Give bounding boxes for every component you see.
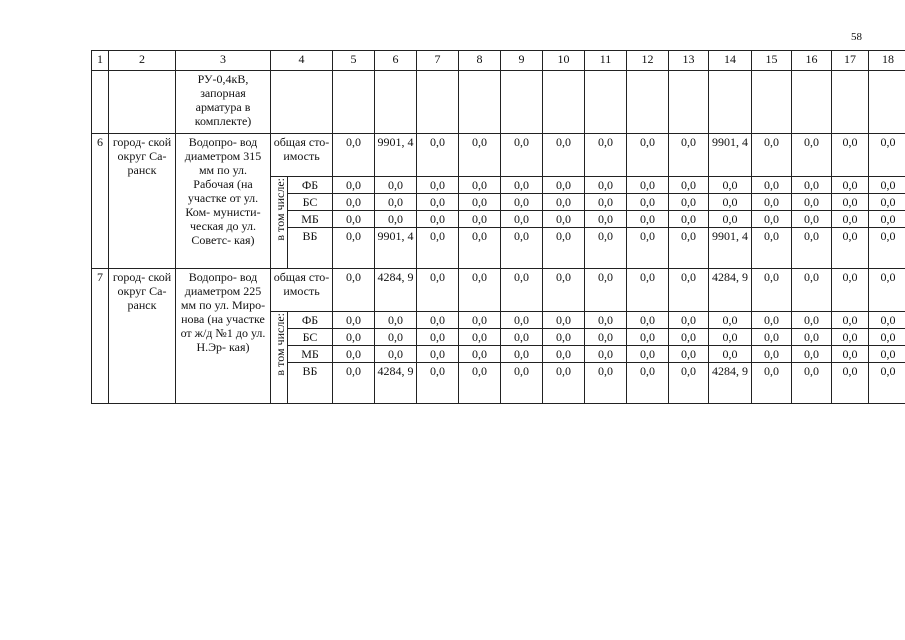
column-header: 16 (792, 51, 832, 71)
value-cell: 0,0 (792, 228, 832, 269)
column-header: 10 (543, 51, 585, 71)
territory-cell: город- ской округ Са- ранск (109, 269, 176, 404)
value-cell: 0,0 (669, 329, 709, 346)
value-cell: 9901, 4 (709, 134, 752, 177)
value-cell (543, 71, 585, 134)
value-cell: 0,0 (869, 194, 905, 211)
value-cell: 0,0 (832, 329, 869, 346)
value-cell: 0,0 (501, 363, 543, 404)
value-cell: 0,0 (585, 194, 627, 211)
value-cell: 0,0 (417, 346, 459, 363)
column-header: 2 (109, 51, 176, 71)
value-cell: 0,0 (543, 312, 585, 329)
funding-source-label: ВБ (288, 363, 333, 404)
value-cell: 0,0 (869, 312, 905, 329)
value-cell: 0,0 (333, 269, 375, 312)
value-cell: 0,0 (792, 329, 832, 346)
value-cell: 0,0 (417, 194, 459, 211)
value-cell: 0,0 (501, 177, 543, 194)
value-cell (375, 71, 417, 134)
value-cell: 0,0 (792, 211, 832, 228)
value-cell (832, 71, 869, 134)
value-cell: 4284, 9 (375, 363, 417, 404)
value-cell: 0,0 (501, 269, 543, 312)
value-cell: 0,0 (543, 194, 585, 211)
value-cell: 0,0 (501, 228, 543, 269)
inclusive-label: в том числе: (273, 313, 287, 376)
value-cell: 0,0 (669, 269, 709, 312)
value-cell (752, 71, 792, 134)
value-cell: 0,0 (543, 211, 585, 228)
row-number-cell: 6 (92, 134, 109, 269)
value-cell: 0,0 (375, 177, 417, 194)
value-cell: 0,0 (333, 329, 375, 346)
header-row (92, 51, 905, 71)
value-cell: 0,0 (585, 346, 627, 363)
value-cell: 4284, 9 (709, 363, 752, 404)
value-cell: 0,0 (459, 312, 501, 329)
value-cell: 0,0 (792, 194, 832, 211)
value-cell: 0,0 (501, 211, 543, 228)
value-cell: 0,0 (459, 269, 501, 312)
value-cell: 0,0 (501, 329, 543, 346)
column-header: 1 (92, 51, 109, 71)
column-header: 5 (333, 51, 375, 71)
value-cell: 0,0 (792, 269, 832, 312)
value-cell: 0,0 (543, 346, 585, 363)
value-cell: 0,0 (459, 194, 501, 211)
value-cell: 4284, 9 (709, 269, 752, 312)
value-cell: 0,0 (669, 346, 709, 363)
value-cell: 0,0 (709, 329, 752, 346)
value-cell: 0,0 (627, 363, 669, 404)
value-cell: 0,0 (832, 211, 869, 228)
total-cost-label: общая сто- имость (271, 134, 333, 177)
value-cell: 0,0 (627, 312, 669, 329)
value-cell (501, 71, 543, 134)
value-cell: 0,0 (543, 228, 585, 269)
value-cell: 0,0 (543, 177, 585, 194)
object-name-cell: Водопро- вод диаметром 225 мм по ул. Миро- нова (на участке от ж/д №1 до ул. Н.Эр- кая) (176, 269, 271, 404)
value-cell: 0,0 (752, 329, 792, 346)
value-cell: 0,0 (627, 211, 669, 228)
value-cell: 0,0 (375, 312, 417, 329)
value-cell: 0,0 (543, 363, 585, 404)
funding-source-label: ФБ (288, 177, 333, 194)
value-cell: 0,0 (709, 177, 752, 194)
inclusive-side-cell (271, 177, 288, 269)
value-cell: 0,0 (375, 194, 417, 211)
value-cell: 0,0 (752, 269, 792, 312)
value-cell: 0,0 (869, 177, 905, 194)
funding-source-label: МБ (288, 211, 333, 228)
value-cell: 0,0 (459, 346, 501, 363)
value-cell: 0,0 (669, 228, 709, 269)
value-cell: 0,0 (752, 312, 792, 329)
value-cell: 0,0 (459, 329, 501, 346)
value-cell: 0,0 (627, 177, 669, 194)
value-cell: 0,0 (333, 312, 375, 329)
value-cell: 0,0 (585, 228, 627, 269)
column-header: 6 (375, 51, 417, 71)
value-cell: 0,0 (627, 329, 669, 346)
value-cell: 0,0 (669, 134, 709, 177)
column-header: 8 (459, 51, 501, 71)
funding-source-label: ФБ (288, 312, 333, 329)
value-cell (792, 71, 832, 134)
value-cell: 0,0 (333, 177, 375, 194)
territory-cell (109, 71, 176, 134)
value-cell: 0,0 (869, 211, 905, 228)
funding-type-cell (271, 71, 333, 134)
value-cell: 0,0 (585, 312, 627, 329)
value-cell: 0,0 (869, 363, 905, 404)
value-cell: 0,0 (459, 211, 501, 228)
value-cell: 0,0 (669, 194, 709, 211)
value-cell: 0,0 (459, 177, 501, 194)
value-cell: 0,0 (333, 228, 375, 269)
row-number-cell: 7 (92, 269, 109, 404)
value-cell: 0,0 (585, 134, 627, 177)
value-cell: 0,0 (501, 134, 543, 177)
value-cell (417, 71, 459, 134)
value-cell: 0,0 (669, 312, 709, 329)
value-cell: 0,0 (375, 346, 417, 363)
object-name-cell: РУ-0,4кВ, запорная арматура в комплекте) (176, 71, 271, 134)
value-cell: 0,0 (792, 134, 832, 177)
column-header: 13 (669, 51, 709, 71)
value-cell: 0,0 (417, 177, 459, 194)
inclusive-side-cell (271, 312, 288, 404)
column-header: 17 (832, 51, 869, 71)
value-cell: 0,0 (375, 211, 417, 228)
value-cell: 0,0 (832, 194, 869, 211)
value-cell: 0,0 (792, 312, 832, 329)
column-header: 3 (176, 51, 271, 71)
value-cell: 0,0 (333, 134, 375, 177)
total-cost-label: общая сто- имость (271, 269, 333, 312)
value-cell: 0,0 (669, 211, 709, 228)
value-cell: 0,0 (417, 211, 459, 228)
value-cell: 0,0 (333, 211, 375, 228)
value-cell (333, 71, 375, 134)
table-row (92, 134, 905, 177)
value-cell: 0,0 (832, 312, 869, 329)
value-cell: 0,0 (585, 177, 627, 194)
value-cell: 0,0 (709, 312, 752, 329)
value-cell: 0,0 (669, 363, 709, 404)
value-cell: 0,0 (333, 346, 375, 363)
value-cell: 0,0 (792, 346, 832, 363)
value-cell: 0,0 (832, 346, 869, 363)
value-cell: 0,0 (832, 228, 869, 269)
value-cell: 0,0 (417, 228, 459, 269)
value-cell: 0,0 (832, 134, 869, 177)
value-cell: 0,0 (752, 346, 792, 363)
value-cell: 0,0 (459, 363, 501, 404)
value-cell: 0,0 (585, 211, 627, 228)
value-cell (669, 71, 709, 134)
column-header: 9 (501, 51, 543, 71)
column-header: 12 (627, 51, 669, 71)
funding-source-label: ВБ (288, 228, 333, 269)
value-cell: 0,0 (417, 269, 459, 312)
value-cell: 0,0 (543, 269, 585, 312)
value-cell: 0,0 (869, 329, 905, 346)
value-cell: 9901, 4 (375, 134, 417, 177)
continuation-row (92, 71, 905, 134)
value-cell: 0,0 (869, 134, 905, 177)
value-cell: 0,0 (752, 211, 792, 228)
value-cell: 9901, 4 (709, 228, 752, 269)
value-cell: 0,0 (832, 363, 869, 404)
value-cell: 0,0 (869, 346, 905, 363)
value-cell: 0,0 (417, 312, 459, 329)
value-cell: 0,0 (669, 177, 709, 194)
value-cell (627, 71, 669, 134)
value-cell (459, 71, 501, 134)
row-number-cell (92, 71, 109, 134)
value-cell: 0,0 (752, 363, 792, 404)
value-cell: 0,0 (752, 177, 792, 194)
column-header: 14 (709, 51, 752, 71)
object-name-cell: Водопро- вод диаметром 315 мм по ул. Рабочая (на участке от ул. Ком- мунисти- ческая до ул. Советс- кая) (176, 134, 271, 269)
value-cell: 0,0 (543, 134, 585, 177)
column-header: 15 (752, 51, 792, 71)
value-cell: 0,0 (752, 194, 792, 211)
value-cell: 0,0 (501, 346, 543, 363)
page-number: 58 (851, 31, 862, 43)
value-cell: 0,0 (501, 194, 543, 211)
value-cell: 0,0 (417, 329, 459, 346)
funding-source-label: БС (288, 194, 333, 211)
value-cell: 0,0 (869, 228, 905, 269)
value-cell: 0,0 (627, 269, 669, 312)
value-cell: 0,0 (585, 269, 627, 312)
value-cell: 0,0 (709, 194, 752, 211)
value-cell: 0,0 (333, 194, 375, 211)
value-cell: 0,0 (869, 269, 905, 312)
funding-source-label: БС (288, 329, 333, 346)
budget-table (91, 50, 905, 404)
value-cell: 0,0 (375, 329, 417, 346)
value-cell: 4284, 9 (375, 269, 417, 312)
inclusive-label: в том числе: (273, 178, 287, 241)
value-cell: 0,0 (752, 134, 792, 177)
value-cell: 0,0 (792, 177, 832, 194)
value-cell: 0,0 (627, 346, 669, 363)
value-cell: 0,0 (709, 211, 752, 228)
value-cell: 0,0 (585, 363, 627, 404)
value-cell: 0,0 (627, 228, 669, 269)
value-cell: 0,0 (627, 194, 669, 211)
table-row (92, 269, 905, 312)
value-cell: 0,0 (417, 134, 459, 177)
value-cell: 0,0 (627, 134, 669, 177)
value-cell (585, 71, 627, 134)
value-cell: 0,0 (501, 312, 543, 329)
column-header: 7 (417, 51, 459, 71)
column-header: 18 (869, 51, 905, 71)
value-cell: 0,0 (417, 363, 459, 404)
value-cell: 0,0 (832, 269, 869, 312)
value-cell: 0,0 (832, 177, 869, 194)
value-cell: 0,0 (709, 346, 752, 363)
value-cell: 0,0 (792, 363, 832, 404)
value-cell: 9901, 4 (375, 228, 417, 269)
value-cell: 0,0 (459, 134, 501, 177)
value-cell: 0,0 (752, 228, 792, 269)
territory-cell: город- ской округ Са- ранск (109, 134, 176, 269)
value-cell: 0,0 (333, 363, 375, 404)
funding-source-label: МБ (288, 346, 333, 363)
value-cell: 0,0 (585, 329, 627, 346)
value-cell (709, 71, 752, 134)
value-cell: 0,0 (543, 329, 585, 346)
value-cell (869, 71, 905, 134)
value-cell: 0,0 (459, 228, 501, 269)
column-header: 4 (271, 51, 333, 71)
column-header: 11 (585, 51, 627, 71)
